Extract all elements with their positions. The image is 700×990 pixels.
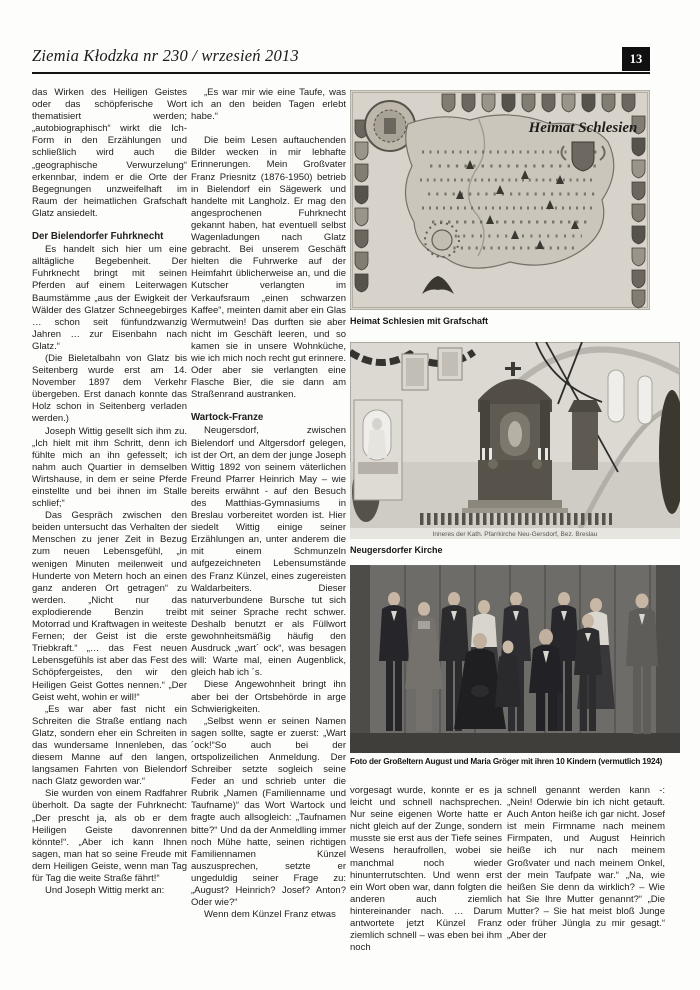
map-title: Heimat Schlesien bbox=[528, 120, 638, 136]
section-heading: Wartock-Franze bbox=[191, 412, 264, 424]
family-illustration bbox=[350, 565, 680, 753]
pulpit bbox=[568, 400, 602, 470]
church-photo bbox=[350, 342, 680, 539]
paragraph: schnell genannt werden kann -: „Nein! Oderwie bin ich nicht getauft. Auch Anton heiße ich gar nicht. Josef ist mein Firmname nach meinem Firmpaten, und August Heinrich heiße ich nur nach meinem Großvater und nach meinem Onkel, der mein Taufpate war.“ „Na, wie heißen Sie denn da wirklich? – Wie hat Sie Ihre Mutter genannt?“ „Die Mutter? – Sie hat meist bloß Junge oder früher Jüngla zu mir gesagt.“ „Aber der bbox=[507, 785, 665, 942]
text-column-1 bbox=[32, 87, 187, 897]
paragraph: Joseph Wittig gesellt sich ihm zu. „Ich hielt mit ihm Schritt, denn ich fühlte mich an ihn gefesselt; ich nahm auch Quartier in demselben Wirtshause, in dem er seine Pferde einstellte und bei ihnen im Stalle schlief;“ bbox=[32, 425, 187, 510]
church-caption: Neugersdorfer Kirche bbox=[350, 545, 443, 555]
map-illustration bbox=[350, 90, 650, 310]
paragraph: „Selbst wenn er seinen Namen sagen sollte, sagte er zuerst: „Wart´ock!“So auch bei der ortspolizeilichen Anmeldung. Der Schreiber setzte sogleich seine Feder an und schrieb unter die Rubrik „Namen (Familienname und Taufname)“ das Wort Wartock und fragte auch allsogleich: „Taufnamen bitte?“ Und da der Anmeldling immer noch Mühe hatte, seinen richtigen Familiennamen Künzel auszusprechen, setzte er ungeduldig seiner Frage zu: „August? Heinrich? Josef? Anton? Oder wie?“ bbox=[191, 715, 346, 909]
paragraph: Es handelt sich hier um eine alltägliche Begebenheit. Der Fuhrknecht bringt mit seinen Pferden auf einem Leiterwagen Baumstämme „aus der Ewigkeit der Wälder des Glatzer Schneegebirges … schon seit fünfundzwanzig Jahren … zur Eisenbahn nach Glatz.“ bbox=[32, 244, 187, 352]
postcard-text: Inneres der Kath. Pfarrkirche Neu-Gersdorf, Bez. Breslau bbox=[432, 531, 598, 538]
paragraph: Diese Angewohnheit bringt ihn aber bei der Ortsbehörde in arge Schwierigkeiten. bbox=[191, 679, 346, 715]
paragraph: (Die Bieletalbahn von Glatz bis Seitenberg wurde erst am 14. November 1897 dem Verkehr übergeben. Erst danach konnte das Holz schon in Seitenberg verladen werden.) bbox=[32, 352, 187, 425]
paragraph: Die beim Lesen auftauchenden Bilder wecken in mir lebhafte Erinnerungen. Mein Großvater Franz Priesnitz (1876-1950) betrieb in Bielendorf ein Sägewerk und handelte mit Langholz. Er mag den angesprochenen Fuhrknecht gekannt haben, hat eventuell selbst Wagenladungen nach Glatz gebracht. Bei unserem Geschäft hielten die Fuhrwerke auf der Heimfahrt üblicherweise an, und die Kutscher verlangten im Verkaufsraum „einen schwarzen Kaffee“, meinten damit aber ein Glas Wermutwein! Das durften sie aber nicht im Geschäft leeren, und so kamen sie in unsere Wohnküche, wie ich mich noch recht gut erinnere. Oder aber sie verlangten eine Flasche Bier, die sie dann am Straßenrand austranken. bbox=[191, 135, 346, 401]
church-illustration bbox=[350, 342, 680, 539]
text-column-2 bbox=[191, 87, 346, 921]
family-photo bbox=[350, 565, 680, 753]
paragraph: Wenn dem Künzel Franz etwas bbox=[204, 909, 336, 921]
paragraph: Sie wurden von einem Radfahrer überholt. Da sagte der Fuhrknecht: „Der prescht ja, als ob er dem Heiligen Geiste davonrennen könnte!“. „Aber ich kann Ihnen sagen, man hat so seine Freude mit dem Heiligen Geiste, wenn man Tag für Tag die weite Straße fährt!“ bbox=[32, 788, 187, 884]
paragraph: „Es war mir wie eine Taufe, was ich an den beiden Tagen erlebt habe.“ bbox=[191, 87, 346, 123]
section-heading: Der Bielendorfer Fuhrknecht bbox=[32, 231, 164, 243]
page-number-badge: 13 bbox=[622, 47, 650, 71]
family-caption: Foto der Großeltern August und Maria Gröger mit ihren 10 Kindern (vermutlich 1924) bbox=[350, 757, 663, 766]
paragraph: vorgesagt wurde, konnte er es ja leicht und schnell nachsprechen. Nur seine eigenen Worte hatte er nicht gleich auf der Zunge, sondern musste sie erst aus der Tiefe seines Wesens heraufrollen, wobei sie manchmal noch wieder hinunterrutschten. Und wenn erst ein Wort oben war, dann folgten die anderen auch ziemlich hintereinander nach. … Darum antwortete jetzt Künzel Franz ziemlich schnell – was eben bei ihm noch bbox=[350, 785, 502, 954]
map-caption: Heimat Schlesien mit Grafschaft bbox=[350, 316, 489, 326]
paragraph: das Wirken des Heiligen Geistes oder das schöpferische Wort thematisiert werden; „autobiographisch“ wirkt die Ich-Form in den Erzählungen und schließlich wird auch die „geographische Verwurzelung“ erkennbar, indem er die Orte der Begegnungen unzweifelhaft im Raum der heimatlichen Grafschaft Glatz ansiedelt. bbox=[32, 87, 187, 219]
journal-title: Ziemia Kłodzka nr 230 / wrzesień 2013 bbox=[32, 46, 299, 65]
paragraph: „Es war aber fast nicht ein Schreiten die Straße entlang nach Glatz, sondern eher ein Schreiten in das wundersame Innenleben, das diesem Manne auf den langen, langsamen Fahrten von Bielendorf nach Glatz geworden war.“ bbox=[32, 703, 187, 788]
church-window bbox=[608, 370, 624, 422]
paragraph: Neugersdorf, zwischen Bielendorf und Altgersdorf gelegen, ist der Ort, an dem der junge Joseph Wittig 1892 von seinem väterlichen Freund Pfarrer Heinrich May – wie bereits erwähnt - auf den Besuch des Matthias-Gymnasiums in Breslau vorbereitet worden ist. Hier siedelt Wittig einige seiner Erzählungen an, unter anderem die mit einem Schmunzeln aufgezeichneten Lebensumstände des Franz Künzel, eines zugereisten Waldarbeiters. Dieser naturverbundene Bursche tut sich mit seiner Sprache recht schwer. Deshalb benutzt er als Füllwort gewohnheitsmäßig häufig den Ausdruck „wart´ ock“, was besagen will: Warte mal, einen Augenblick, gleich hab ich ´s. bbox=[191, 425, 346, 679]
header-divider bbox=[32, 72, 650, 74]
paragraph: Das Gespräch zwischen den beiden untersucht das Verhalten der Menschen zu jener Zeit in Bezug zum neuen Lebensgefühl, „in wenigen Minuten meilenweit und Hunderte von Metern hoch an einen ganz anderen Ort getragen“ zu werden. „Nicht nur das explodierende Benzin treibt Motorrad und Kraftwagen in weiteste Fernen; der Geist ist die erste Triebkraft.“ „… das Fest neuen Lebensgefühls ist aber das Fest des Schöpfergeistes, den wir den Heiligen Geist Gottes nennen.“ „Der Geist weht, wohin er will!“ bbox=[32, 510, 187, 703]
paragraph: Und Joseph Wittig merkt an: bbox=[45, 885, 165, 897]
text-column-4 bbox=[507, 785, 665, 942]
side-altar bbox=[354, 400, 402, 500]
text-column-3 bbox=[350, 785, 502, 954]
map-image bbox=[350, 90, 650, 310]
